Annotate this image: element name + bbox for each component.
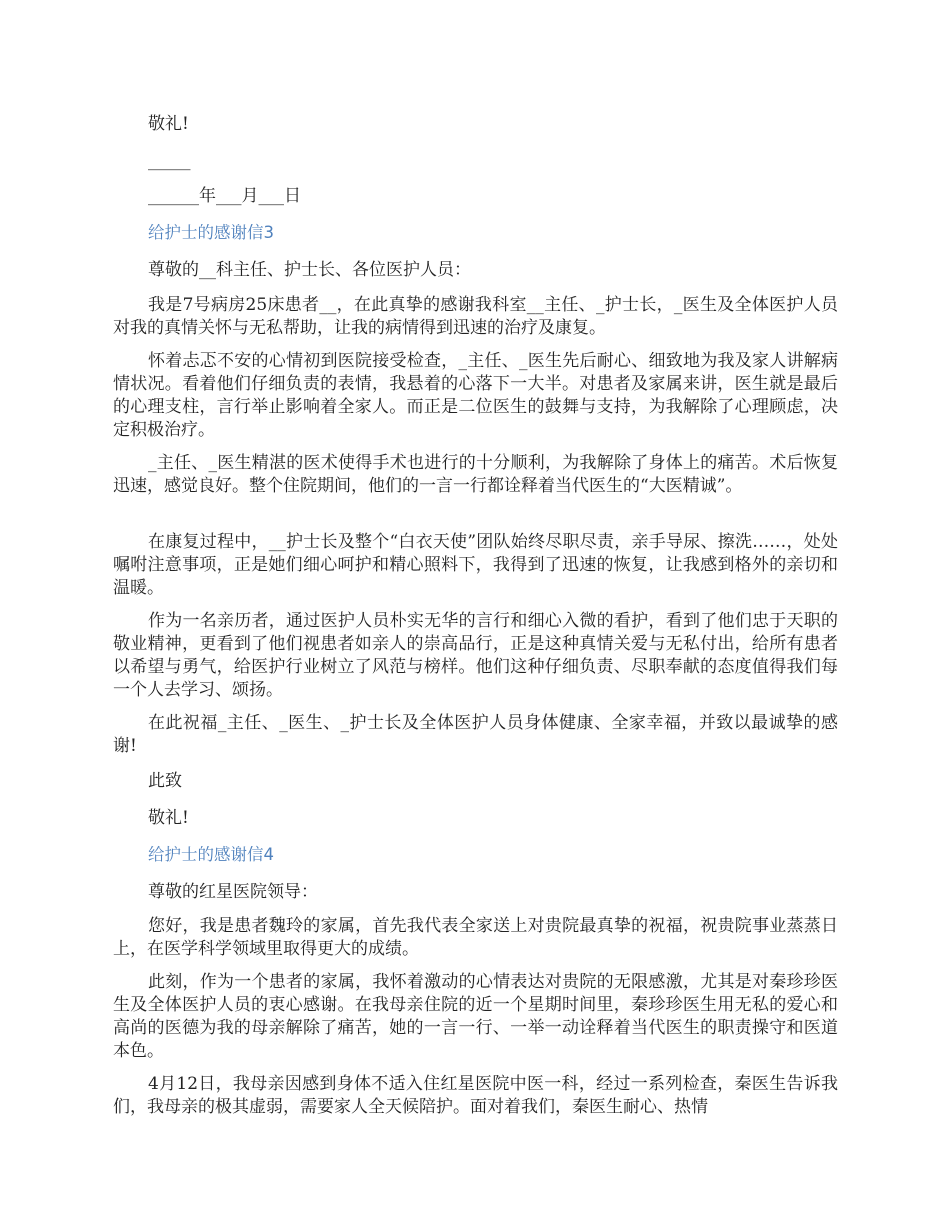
letter3-paragraph: 在康复过程中，__护士长及整个“白衣天使”团队始终尽职尽责，亲手导尿、擦洗……，处处嘱咐注意事项，正是她们细心呵护和精心照料下，我得到了迅速的恢复，让我感到格外的亲切和温暖。 xyxy=(113,532,838,598)
letter3-paragraph: 作为一名亲历者，通过医护人员朴实无华的言行和细心入微的看护，看到了他们忠于天职的敬业精神，更看到了他们视患者如亲人的崇高品行，正是这种真情关爱与无私付出，给所有患者以希望与勇气，给医护行业树立了风范与榜样。他们这种仔细负责、尽职奉献的态度值得我们每一个人去学习、颂扬。 xyxy=(113,611,838,700)
letter3-paragraph: 我是7号病房25床患者__，在此真挚的感谢我科室__主任、_护士长，_医生及全体医护人员对我的真情关怀与无私帮助，让我的病情得到迅速的治疗及康复。 xyxy=(113,295,838,338)
letter4-greeting: 尊敬的红星医院领导： xyxy=(148,882,318,902)
letter4-paragraph: 4月12日，我母亲因感到身体不适入住红星医院中医一科，经过一系列检查，秦医生告诉我们，我母亲的极其虚弱，需要家人全天候陪护。面对着我们，秦医生耐心、热情 xyxy=(113,1074,838,1117)
letter3-salute: 敬礼! xyxy=(148,808,189,828)
letter3-paragraph: _主任、_医生精湛的医术使得手术也进行的十分顺利，为我解除了身体上的痛苦。术后恢复迅速，感觉良好。整个住院期间，他们的一言一行都诠释着当代医生的“大医精诚”。 xyxy=(113,453,838,496)
letter3-greeting: 尊敬的__科主任、护士长、各位医护人员： xyxy=(148,260,471,280)
date-blank: ______年___月___日 xyxy=(148,186,301,206)
salute-text: 敬礼! xyxy=(148,114,189,134)
letter4-paragraph: 您好，我是患者魏玲的家属，首先我代表全家送上对贵院最真挚的祝福，祝贵院事业蒸蒸日上，在医学科学领域里取得更大的成绩。 xyxy=(113,916,838,959)
letter4-heading: 给护士的感谢信4 xyxy=(148,845,274,864)
signature-blank: _____ xyxy=(148,151,191,171)
letter3-paragraph: 怀着忐忑不安的心情初到医院接受检查，_主任、_医生先后耐心、细致地为我及家人讲解病情状况。看着他们仔细负责的表情，我悬着的心落下一大半。对患者及家属来讲，医生就是最后的心理支柱，言行举止影响着全家人。而正是二位医生的鼓舞与支持，为我解除了心理顾虑，决定积极治疗。 xyxy=(113,351,838,440)
letter3-paragraph: 在此祝福_主任、_医生、_护士长及全体医护人员身体健康、全家幸福，并致以最诚挚的感谢! xyxy=(113,713,838,756)
letter4-paragraph: 此刻，作为一个患者的家属，我怀着激动的心情表达对贵院的无限感激，尤其是对秦珍珍医生及全体医护人员的衷心感谢。在我母亲住院的近一个星期时间里，秦珍珍医生用无私的爱心和高尚的医德为我的母亲解除了痛苦，她的一言一行、一举一动诠释着当代医生的职责操守和医道本色。 xyxy=(113,972,838,1061)
letter3-closing: 此致 xyxy=(148,771,182,791)
letter3-heading: 给护士的感谢信3 xyxy=(148,223,274,242)
